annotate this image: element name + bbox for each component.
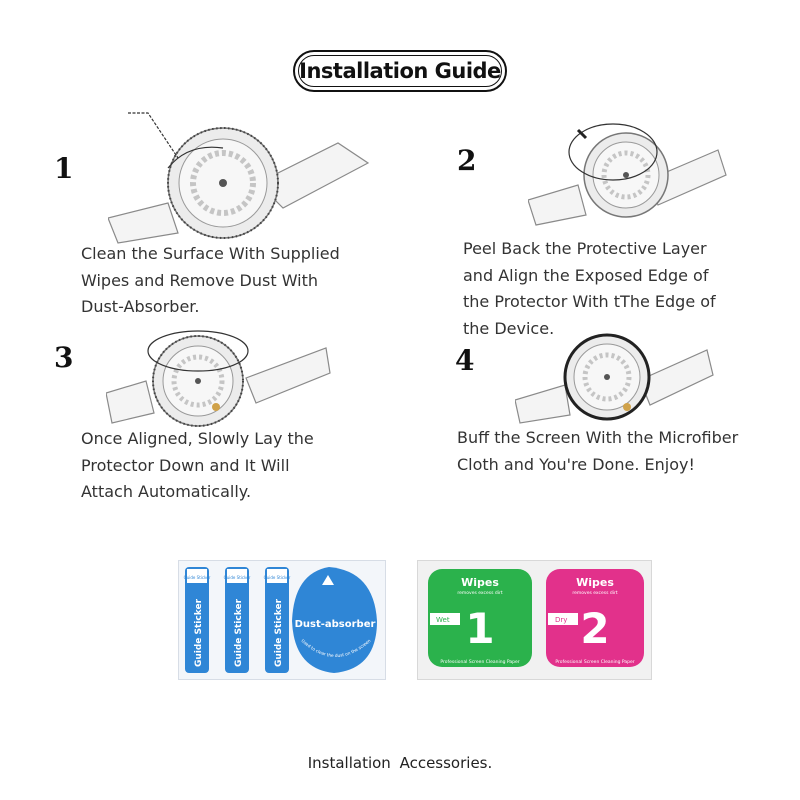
sticker-1-top-label: Guide Sticker — [183, 575, 211, 580]
step-2-number: 2 — [457, 144, 477, 177]
step-2-watch-illustration — [528, 120, 728, 230]
wipe-2-title: Wipes — [576, 576, 614, 589]
title-badge — [293, 50, 507, 92]
guide-stickers-graphic — [179, 561, 385, 679]
sticker-3-label: Guide Sticker — [274, 598, 284, 668]
accessory-card-stickers — [178, 560, 386, 680]
step-3-number: 3 — [54, 341, 74, 374]
sticker-1-label: Guide Sticker — [194, 598, 204, 668]
wipe-1-tag: Wet — [436, 616, 450, 624]
step-4-watch-illustration — [515, 325, 715, 425]
step-4-text: Buff the Screen With the Microfiber Cloth and You're Done. Enjoy! — [457, 428, 739, 474]
wipe-2-subtitle: removes excess dirt — [572, 591, 618, 596]
dust-absorber-label: Dust-absorber — [294, 619, 376, 630]
wipe-2-number: 2 — [580, 604, 610, 653]
sticker-2-top-label: Guide Sticker — [223, 575, 251, 580]
step-3-watch-illustration — [106, 323, 332, 433]
wipe-2-footer: Professional Screen Cleaning Paper — [555, 660, 635, 665]
wipe-1-title: Wipes — [461, 576, 499, 589]
step-1-number: 1 — [54, 152, 74, 185]
wipes-graphic — [418, 561, 651, 679]
dust-absorber-caption: Used to clear the dust on the screen — [299, 638, 373, 660]
accessories-caption: Installation Accessories. — [307, 754, 493, 772]
step-2-text: Peel Back the Protective Layer and Align the Exposed Edge of the Protector With tThe Edge of the Device. — [463, 239, 716, 338]
wipe-1-subtitle: removes excess dirt — [457, 591, 503, 596]
step-3-text: Once Aligned, Slowly Lay the Protector Down and It Will Attach Automatically. — [81, 429, 314, 501]
wipe-2-tag: Dry — [555, 616, 568, 624]
accessory-card-wipes — [417, 560, 652, 680]
step-1-text: Clean the Surface With Supplied Wipes and Remove Dust With Dust-Absorber. — [81, 244, 340, 316]
step-4-number: 4 — [455, 344, 475, 377]
wipe-1-number: 1 — [465, 604, 495, 653]
step-1-watch-illustration — [108, 108, 378, 248]
page-title: Installation Guide — [299, 59, 501, 83]
sticker-2-label: Guide Sticker — [234, 598, 244, 668]
wipe-1-footer: Professional Screen Cleaning Paper — [440, 660, 520, 665]
sticker-3-top-label: Guide Sticker — [263, 575, 291, 580]
